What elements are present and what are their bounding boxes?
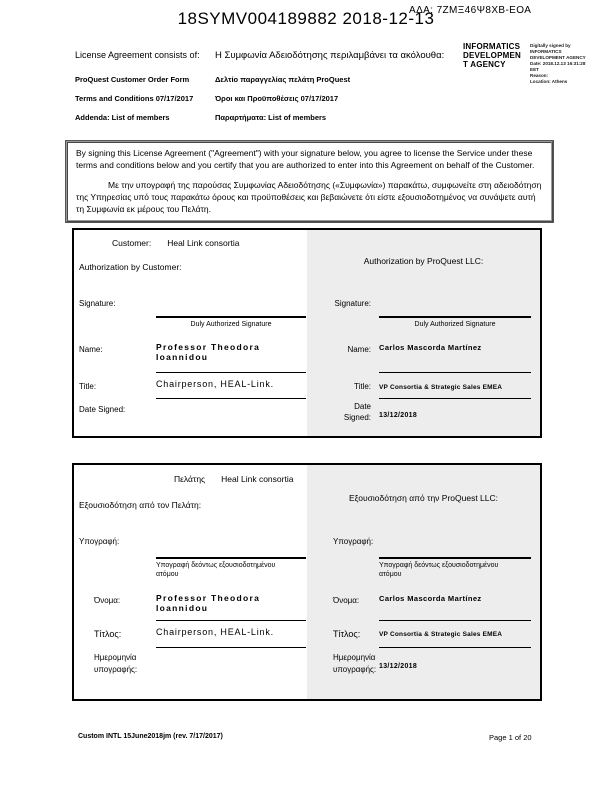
duly-authorized-caption: Duly Authorized Signature [414,321,496,328]
customer-value: Heal Link consortia [221,474,294,484]
customer-label: Πελάτης [174,474,206,484]
name-underline [156,372,306,373]
notice-text-el: Με την υπογραφή της παρούσας Συμφωνίας Αδειοδότησης («Συμφωνία») παρακάτω, συμφωνείτε στη αδειοδότηση της Υπηρεσίας υπό τους παρακάτω όρους και προϋποθέσεις και βεβαιώνετε ότι είστε εξουσιοδοτημένος να συνάψετε αυτή τη Συμφωνία εκ μέρους του Πελάτη. [76,179,542,214]
proquest-title-value: VP Consortia & Strategic Sales EMEA [379,384,503,391]
customer-row [174,474,293,484]
proquest-signature-panel-greek [307,465,540,699]
date-signed-label: Date Signed: [79,405,126,414]
digital-signature-stamp: Digitally signed by INFORMATICS DEVELOPMENT AGENCY Date: 2018.12.13 16:31:28 EET Reason: Location: Athens [530,43,586,84]
title-underline [156,647,306,648]
signature-line [379,316,531,318]
signature-label: Signature: [79,299,116,308]
date-signed-label: Ημερομηνία υπογραφής: [94,653,138,674]
signature-line [156,557,306,559]
footer-document-id: Custom INTL 15June2018jm (rev. 7/17/2017) [78,733,223,740]
date-signed-label: Ημερομηνία υπογραφής: [333,653,377,674]
contents-heading-el: Η Συμφωνία Αδειοδότησης περιλαμβάνει τα ακόλουθα: [215,50,445,61]
customer-label: Customer: [112,238,152,248]
proquest-name-value: Carlos Mascorda Martínez [379,343,482,352]
contents-heading-en: License Agreement consists of: [75,50,200,60]
name-underline [379,620,531,621]
duly-authorized-caption: Duly Authorized Signature [190,321,272,328]
notice-text-en: By signing this License Agreement ("Agreement") with your signature below, you agree to license the Service under these terms and conditions below and you certify that you are authorized to enter into this Agreement on behalf of the Customer. [76,148,535,170]
customer-row [112,238,240,248]
agency-line: DEVELOPMEN [463,51,522,61]
document-page: 18SYMV004189882 2018-12-13 ΑΔΑ: 7ΖΜΞ46Ψ8ΧΒ-ΕΟΑ INFORMATICS DEVELOPMEN T AGENCY Digitally signed by INFORMATICS DEVELOPMENT AGENCY Date: 2018.12.13 16:31:28 EET Reason: Location: Athens License Agreement consists of: Η Συμφωνία Αδειοδότησης περιλαμβάνει τα ακόλουθα: ProQuest Customer Order Form Δελτίο παραγγελίας πελάτη ProQuest Terms and Conditions 07/17/2017 Όροι και Προϋποθέσεις 07/17/2017 Addenda: List of members Παραρτήματα: List of members By signing this License Agreement ("Agreement") with your signature below, you agree to license the Service under these terms and conditions below and you certify that you are authorized to enter into this Agreement on behalf of the Customer. Με την υπογραφή της παρούσας Συμφωνίας Αδειοδότησης («Συμφωνία») παρακάτω, συμφωνείτε στη αδειοδότηση της Υπηρεσίας υπό τους παρακάτω όρους και προϋποθέσεις και βεβαιώνετε ότι είστε εξουσιοδοτημένος να συνάψετε αυτή τη Συμφωνία εκ μέρους του Πελάτη. Customer: Heal Link consortia Authorization by Customer: Signature: Duly Authorized Signature Name: Professor Theodora Ioannidou Title: Chairperson, HEAL-Link. Date Signed: Authorization by ProQuest LLC: Signature: Duly Authorized Signature Name: Carlos Mascorda Martínez Title: VP Consortia & Strategic Sales EMEA Date Signed: 13/12/2018 Πελάτης Heal Link consortia Εξουσιοδότηση από τον Πελάτη: Υπογραφή: Υπογραφή δεόντως εξουσιοδοτημένου ατόμου Όνομα: Professor Theodora Ioannidou Τίτλος: Chairperson, HEAL-Link. Ημερομηνία υπογραφής: Εξουσιοδότηση από την ProQuest LLC: Υπογραφή: Υπογραφή δεόντως εξουσιοδοτημένου ατόμου Όνομα: Carlos Mascorda Martínez Τίτλος: VP Consortia & Strategic Sales EMEA Ημερομηνία υπογραφής: 13/12/2018 Custom INTL 15June2018jm (rev. 7/17/2017) Page 1 of 20 [0,0,612,792]
proquest-title-value: VP Consortia & Strategic Sales EMEA [379,631,503,638]
name-label: Όνομα: [94,596,121,605]
ada-code: ΑΔΑ: 7ΖΜΞ46Ψ8ΧΒ-ΕΟΑ [409,5,532,16]
agency-line: INFORMATICS [463,42,521,51]
signature-label: Υπογραφή: [79,537,120,546]
customer-title-value: Chairperson, HEAL-Link. [156,627,274,637]
duly-authorized-caption: Υπογραφή δεόντως εξουσιοδοτημένου ατόμου [156,562,276,579]
proquest-date-value: 13/12/2018 [379,412,418,419]
name-underline [379,372,531,373]
title-underline [156,398,306,399]
title-label: Τίτλος: [94,629,122,639]
auth-customer-label: Authorization by Customer: [79,262,182,272]
auth-proquest-label: Authorization by ProQuest LLC: [363,256,484,266]
proquest-date-value: 13/12/2018 [379,663,418,670]
footer-page-number: Page 1 of 20 [489,733,532,742]
agreement-notice-box [66,141,553,222]
signature-label: Signature: [334,299,371,308]
title-label: Τίτλος: [333,629,361,639]
customer-value: Heal Link consortia [167,238,240,248]
proquest-signature-panel [307,230,540,436]
signature-box-greek [72,463,542,701]
signature-box-english [72,228,542,438]
document-title: 18SYMV004189882 2018-12-13 [177,9,435,28]
title-label: Title: [353,382,371,391]
auth-proquest-label: Εξουσιοδότηση από την ProQuest LLC: [348,493,499,503]
signature-line [379,557,531,559]
date-signed-label: Date Signed: [343,402,371,423]
customer-name-value: Professor Theodora Ioannidou [156,342,261,362]
customer-title-value: Chairperson, HEAL-Link. [156,379,274,389]
auth-customer-label: Εξουσιοδότηση από τον Πελάτη: [79,500,202,510]
agency-line: T AGENCY [463,60,506,70]
customer-name-value: Professor Theodora Ioannidou [156,593,261,613]
name-underline [156,620,306,621]
name-label: Όνομα: [333,596,360,605]
name-label: Name: [79,345,103,354]
name-label: Name: [347,345,371,354]
customer-signature-panel [74,230,307,436]
signature-label: Υπογραφή: [333,537,374,546]
title-label: Title: [79,382,97,391]
signature-line [156,316,306,318]
proquest-name-value: Carlos Mascorda Martínez [379,594,482,603]
title-underline [379,647,531,648]
duly-authorized-caption: Υπογραφή δεόντως εξουσιοδοτημένου ατόμου [379,562,499,579]
customer-signature-panel-greek [74,465,307,699]
title-underline [379,398,531,399]
